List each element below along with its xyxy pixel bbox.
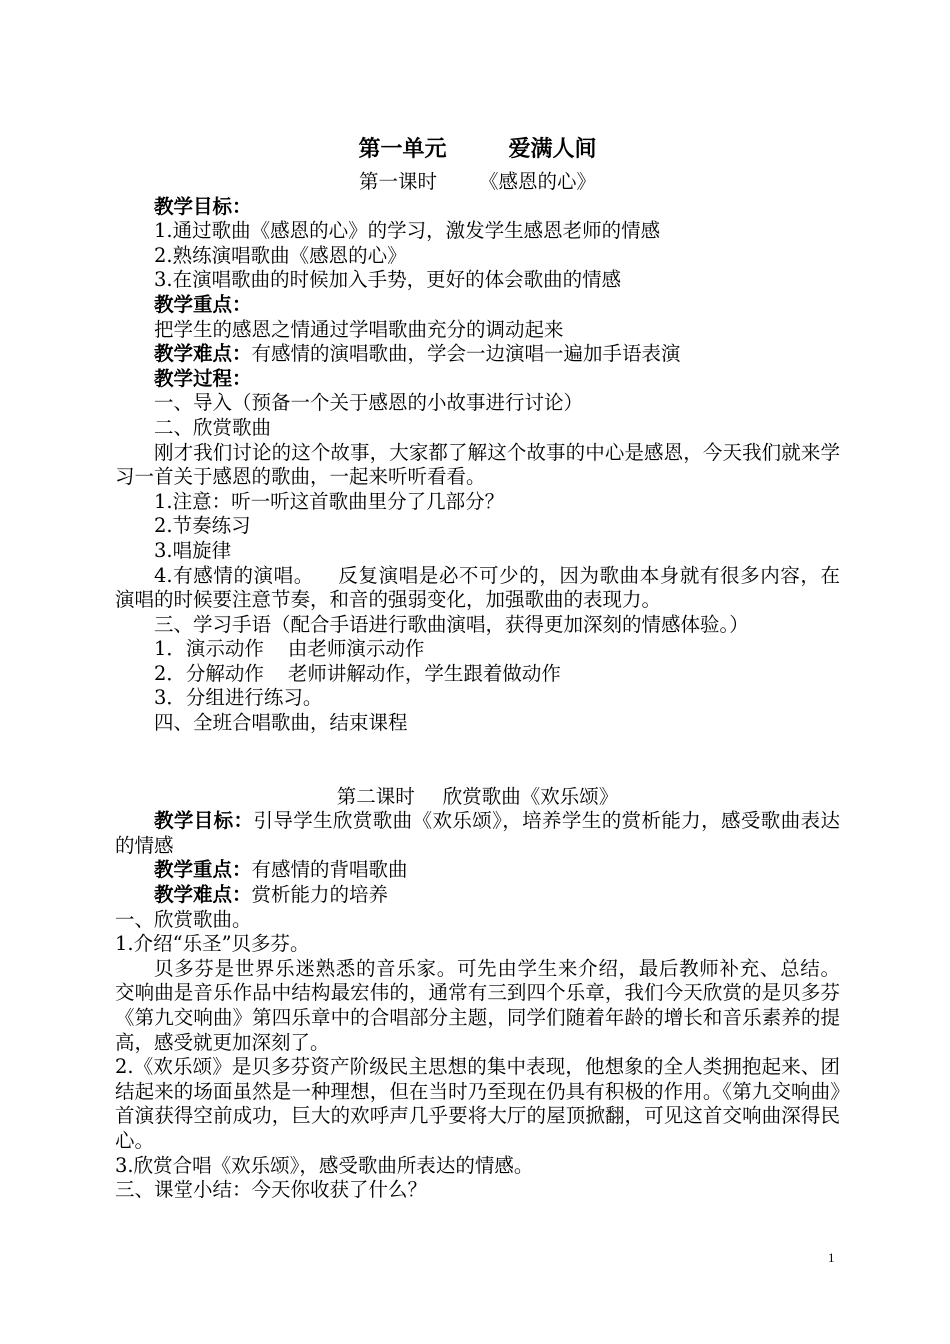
- lesson1-item-3: 3.唱旋律: [154, 538, 232, 562]
- lesson1-goal-1: 1.通过歌曲《感恩的心》的学习，激发学生感恩老师的情感: [154, 219, 661, 243]
- lesson1-number: 第一课时: [358, 170, 437, 193]
- lesson1-sub-1-body: 由老师演示动作: [287, 637, 425, 661]
- lesson1-title: [115, 170, 840, 195]
- lesson2-difficulty-label: 教学难点：: [154, 883, 252, 907]
- lesson2-goals-text: 引导学生欣赏歌曲《欢乐颂》，培养学生的赏析能力，感受歌曲表达的情感: [115, 809, 840, 857]
- lesson1-key-text: 把学生的感恩之情通过学唱歌曲充分的调动起来: [154, 317, 564, 341]
- lesson1-item-4-body: 反复演唱是必不可少的，因为歌曲本身就有很多内容，在演唱的时候要注意节奏，和音的强弱变化，加强歌曲的表现力。: [115, 563, 840, 612]
- lesson2-name: 欣赏歌曲《欢乐颂》: [442, 784, 619, 808]
- lesson1-step-2: 二、欣赏歌曲: [154, 415, 272, 439]
- lesson2-item-3: 3.欣赏合唱《欢乐颂》，感受歌曲所表达的情感。: [115, 1153, 534, 1177]
- lesson2-number: 第二课时: [336, 784, 415, 808]
- lesson1-sub-2-head: 2．分解动作: [154, 661, 264, 685]
- lesson1-sub-1-head: 1．演示动作: [154, 637, 264, 661]
- lesson1-goal-3: 3.在演唱歌曲的时候加入手势，更好的体会歌曲的情感: [154, 268, 622, 292]
- unit-number: 第一单元: [358, 136, 447, 162]
- lesson1-item-4-head: 4.有感情的演唱。: [154, 563, 314, 587]
- lesson2-goals-label: 教学目标：: [154, 809, 254, 833]
- lesson2-key-label: 教学重点：: [154, 858, 252, 882]
- lesson1-step-1: 一、导入（预备一个关于感恩的小故事进行讨论）: [154, 391, 584, 415]
- unit-title: [115, 134, 840, 164]
- lesson1-step-4: 四、全班合唱歌曲，结束课程: [154, 711, 408, 735]
- section-spacer: [115, 736, 840, 785]
- lesson2-paragraph-1: 贝多芬是世界乐迷熟悉的音乐家。可先由学生来介绍，最后教师补充、总结。 交响曲是音乐作品中结构最宏伟的，通常有三到四个乐章，我们今天欣赏的是贝多芬《第九交响曲》第四乐章中的合唱部分主题，同学们随着年龄的增长和音乐素养的提高，感受就更加深刻了。: [115, 956, 840, 1054]
- lesson1-sub-1: [115, 637, 840, 662]
- lesson1-difficulty-text: 有感情的演唱歌曲，学会一边演唱一遍加手语表演: [251, 342, 681, 366]
- lesson1-step-3: 三、学习手语（配合手语进行歌曲演唱，获得更加深刻的情感体验。）: [154, 612, 749, 636]
- lesson1-name: 《感恩的心》: [479, 170, 597, 193]
- lesson1-key-label: 教学重点：: [154, 292, 252, 316]
- lesson1-difficulty: [115, 342, 840, 367]
- lesson2-section-1: 一、欣赏歌曲。: [115, 907, 252, 931]
- unit-name: 爱满人间: [508, 136, 597, 162]
- lesson2-title: [115, 785, 840, 810]
- lesson2-item-1: 1.介绍“乐圣”贝多芬。: [115, 932, 310, 956]
- lesson1-paragraph-1: 刚才我们讨论的这个故事，大家都了解这个故事的中心是感恩，今天我们就来学习一首关于感恩的歌曲，一起来听听看看。: [115, 440, 840, 489]
- lesson1-sub-2: [115, 662, 840, 687]
- lesson1-item-4: [115, 564, 840, 613]
- lesson2-goals: [115, 809, 840, 858]
- page-number: 1: [828, 1250, 835, 1265]
- lesson1-sub-3: 3．分组进行练习。: [154, 686, 323, 710]
- lesson1-item-2: 2.节奏练习: [154, 514, 251, 538]
- lesson2-difficulty: [115, 883, 840, 908]
- document-body: [115, 134, 840, 1203]
- lesson2-key: [115, 858, 840, 883]
- lesson1-difficulty-label: 教学难点：: [154, 342, 252, 366]
- lesson2-section-3: 三、课堂小结：今天你收获了什么？: [115, 1178, 428, 1202]
- lesson1-goals-label: 教学目标：: [154, 194, 252, 218]
- lesson2-difficulty-text: 赏析能力的培养: [251, 883, 389, 907]
- lesson1-process-label: 教学过程：: [154, 366, 252, 390]
- lesson2-item-2: 2.《欢乐颂》是贝多芬资产阶级民主思想的集中表现，他想象的全人类拥抱起来、团结起来的场面虽然是一种理想，但在当时乃至现在仍具有积极的作用。《第九交响曲》首演获得空前成功，巨大的欢呼声几乎要将大厅的屋顶掀翻，可见这首交响曲深得民心。: [115, 1055, 840, 1152]
- lesson2-key-text: 有感情的背唱歌曲: [251, 858, 408, 882]
- lesson1-sub-2-body: 老师讲解动作，学生跟着做动作: [287, 661, 561, 685]
- lesson1-item-1: 1.注意：听一听这首歌曲里分了几部分？: [154, 489, 505, 513]
- lesson1-goal-2: 2.熟练演唱歌曲《感恩的心》: [154, 243, 407, 267]
